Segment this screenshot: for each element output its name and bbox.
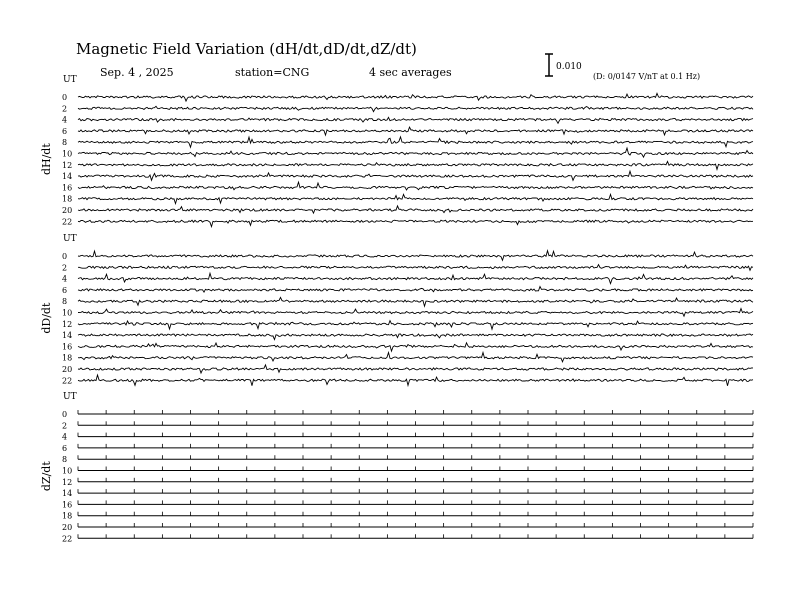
trace-line [78, 106, 753, 111]
hour-tick-label: 16 [62, 500, 73, 510]
hour-tick-label: 18 [62, 194, 73, 204]
trace-line [78, 137, 753, 147]
trace-line [78, 251, 753, 261]
component-label: dZ/dt [40, 461, 53, 492]
hour-tick-label: 14 [62, 172, 73, 182]
trace-line [78, 206, 753, 213]
hour-tick-label: 10 [62, 308, 73, 318]
time-axis-label: UT [63, 234, 77, 244]
hour-tick-label: 20 [62, 365, 73, 374]
hour-tick-label: 16 [62, 183, 73, 193]
hour-tick-label: 4 [62, 274, 68, 284]
hour-tick-label: 0 [62, 252, 68, 261]
hour-tick-label: 8 [62, 455, 68, 465]
trace-line [78, 127, 753, 135]
hour-tick-label: 10 [62, 466, 73, 476]
hour-tick-label: 12 [62, 319, 73, 329]
trace-line [78, 265, 753, 271]
date-label: Sep. 4 , 2025 [100, 66, 174, 79]
averaging-label: 4 sec averages [369, 66, 452, 79]
hour-tick-label: 18 [62, 353, 73, 363]
component-label: dD/dt [40, 302, 53, 334]
chart-title: Magnetic Field Variation (dH/dt,dD/dt,dZ/dt) [76, 40, 417, 58]
trace-line [78, 220, 753, 226]
hour-tick-label: 4 [62, 115, 68, 125]
time-axis-label: UT [63, 392, 77, 402]
hour-tick-label: 2 [62, 263, 68, 273]
hour-tick-label: 8 [62, 297, 68, 307]
trace-line [78, 161, 753, 169]
hour-tick-label: 22 [62, 376, 73, 386]
hour-tick-label: 10 [62, 149, 73, 159]
trace-line [78, 287, 753, 293]
trace-line [78, 93, 753, 101]
panel-1 [40, 234, 753, 386]
trace-line [78, 171, 753, 180]
hour-tick-label: 8 [62, 138, 68, 148]
component-label: dH/dt [40, 143, 53, 176]
hour-tick-label: 0 [62, 93, 68, 102]
panel-0 [40, 75, 753, 227]
hour-tick-label: 16 [62, 342, 73, 352]
scale-bar [545, 54, 553, 76]
hour-tick-label: 0 [62, 410, 68, 419]
time-axis-label: UT [63, 75, 77, 85]
hour-tick-label: 6 [62, 443, 68, 453]
trace-line [78, 297, 753, 306]
hour-tick-label: 6 [62, 285, 68, 295]
hour-tick-label: 12 [62, 160, 73, 170]
trace-line [78, 334, 753, 340]
trace-line [78, 148, 753, 157]
hour-tick-label: 22 [62, 217, 73, 227]
scale-note: (D: 0/0147 V/nT at 0.1 Hz) [593, 72, 701, 81]
hour-tick-label: 22 [62, 534, 73, 544]
hour-tick-label: 20 [62, 206, 73, 215]
hour-tick-label: 14 [62, 331, 73, 341]
trace-line [78, 117, 753, 123]
trace-line [78, 353, 753, 362]
trace-line [78, 365, 753, 373]
hour-tick-label: 20 [62, 523, 73, 532]
trace-line [78, 194, 753, 203]
trace-line [78, 343, 753, 351]
hour-tick-label: 14 [62, 489, 73, 499]
hour-tick-label: 18 [62, 511, 73, 521]
trace-line [78, 321, 753, 330]
trace-line [78, 375, 753, 386]
station-label: station=CNG [235, 66, 310, 79]
trace-line [78, 273, 753, 283]
panels [40, 75, 753, 543]
hour-tick-label: 4 [62, 432, 68, 442]
hour-tick-label: 2 [62, 104, 68, 114]
panel-2 [40, 392, 753, 543]
hour-tick-label: 12 [62, 477, 73, 487]
scale-bar-value: 0.010 [556, 62, 582, 72]
trace-line [78, 309, 753, 317]
trace-line [78, 182, 753, 190]
hour-tick-label: 2 [62, 421, 68, 431]
hour-tick-label: 6 [62, 126, 68, 136]
